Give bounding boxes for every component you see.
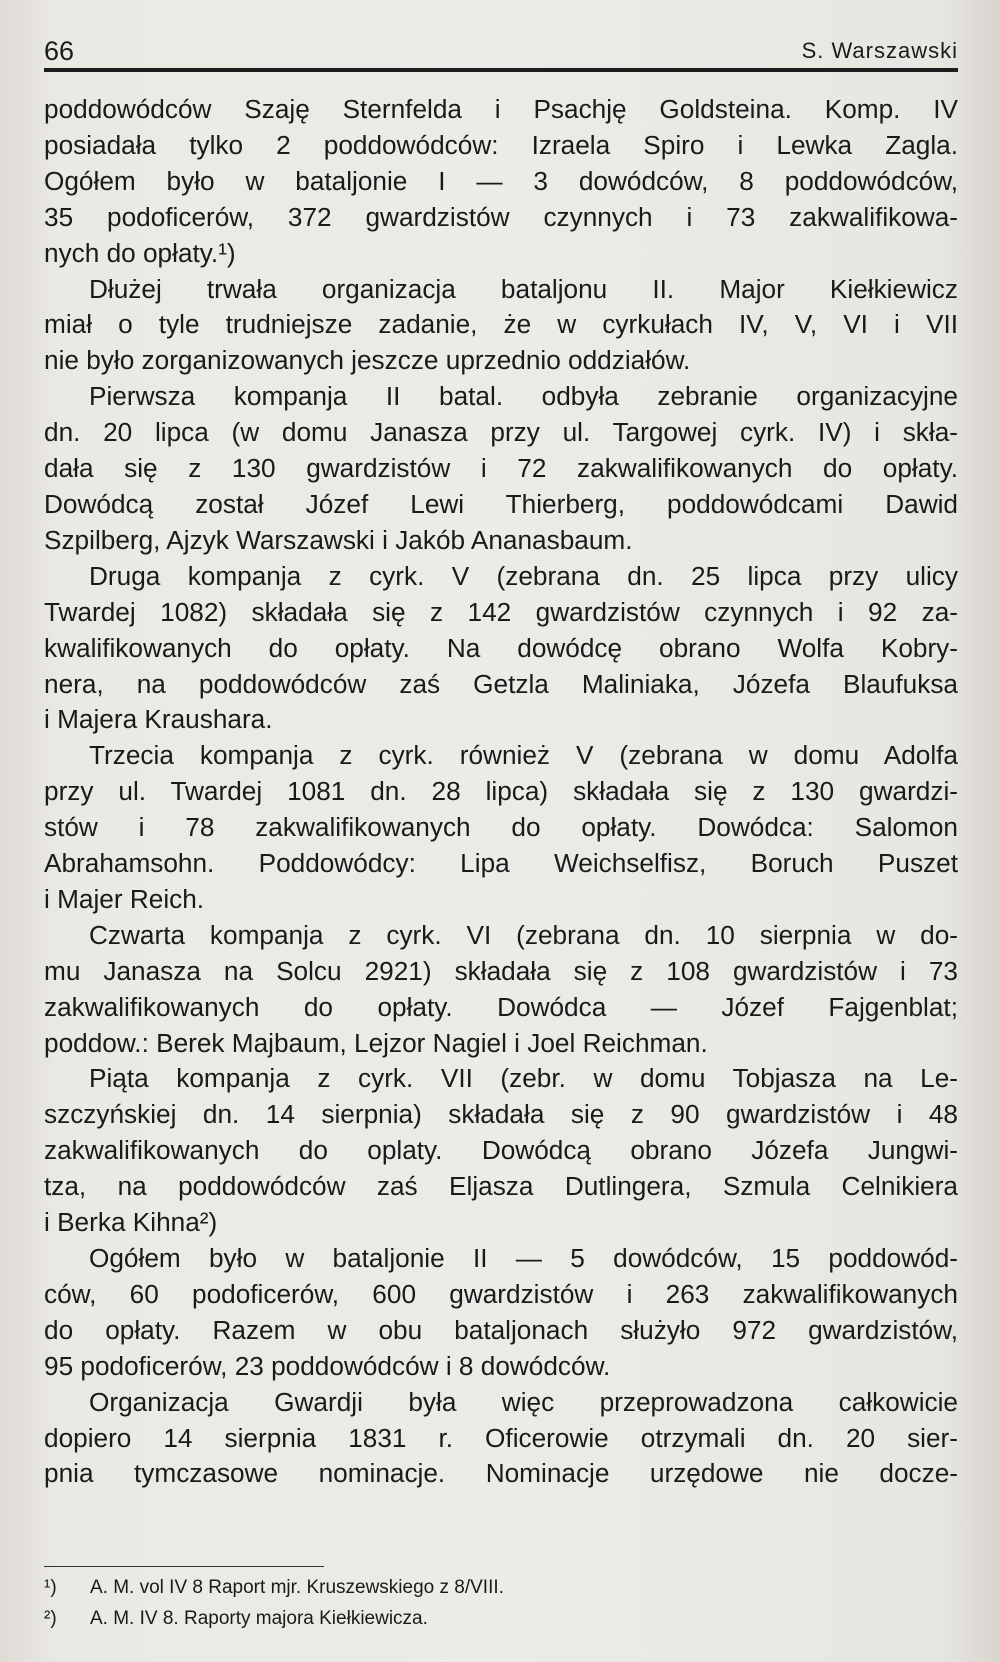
text-line: Pierwsza kompanja II batal. odbyła zebranie organizacyjne xyxy=(89,381,958,412)
text-line: nie było zorganizowanych jeszcze uprzednio oddziałów. xyxy=(44,345,691,376)
page-number: 66 xyxy=(44,36,75,66)
text-line: nera, na poddowódców zaś Getzla Maliniaka, Józefa Blaufuksa xyxy=(44,668,958,699)
text-line: posiadała tylko 2 poddowódców: Izraela Spiro i Lewka Zagla. xyxy=(44,129,958,160)
text-line: Trzecia kompanja z cyrk. również V (zebrana w domu Adolfa xyxy=(89,740,958,771)
footnote-marker: ²) xyxy=(44,1608,57,1629)
footnotes xyxy=(44,1572,958,1634)
text-line: szczyńskiej dn. 14 sierpnia) składała się z 90 gwardzistów i 48 xyxy=(44,1099,958,1130)
page-header xyxy=(44,36,958,70)
text-line: 95 podoficerów, 23 poddowódców i 8 dowódców. xyxy=(44,1350,611,1381)
footnote-text: A. M. IV 8. Raporty majora Kiełkiewicza. xyxy=(90,1608,428,1629)
text-line: Twardej 1082) składała się z 142 gwardzistów czynnych i 92 za- xyxy=(44,596,958,627)
footnote-marker: ¹) xyxy=(44,1577,57,1598)
text-line: i Majera Kraushara. xyxy=(44,704,273,735)
text-line: zakwalifikowanych do opłaty. Dowódca — Józef Fajgenblat; xyxy=(44,991,958,1022)
text-line: i Berka Kihna²) xyxy=(44,1207,218,1238)
text-line: dn. 20 lipca (w domu Janasza przy ul. Targowej cyrk. IV) i skła- xyxy=(44,417,958,448)
text-line: poddow.: Berek Majbaum, Lejzor Nagiel i Joel Reichman. xyxy=(44,1027,708,1058)
text-line: dała się z 130 gwardzistów i 72 zakwalifikowanych do opłaty. xyxy=(44,453,958,484)
text-line: Szpilberg, Ajzyk Warszawski i Jakób Ananasbaum. xyxy=(44,524,633,555)
text-line: stów i 78 zakwalifikowanych do opłaty. Dowódca: Salomon xyxy=(44,812,958,843)
running-head: S. Warszawski xyxy=(801,38,958,63)
footnote-text: A. M. vol IV 8 Raport mjr. Kruszewskiego z 8/VIII. xyxy=(90,1577,504,1598)
text-line: dopiero 14 sierpnia 1831 r. Oficerowie otrzymali dn. 20 sier- xyxy=(44,1422,958,1453)
text-line: Piąta kompanja z cyrk. VII (zebr. w domu Tobjasza na Le- xyxy=(89,1063,958,1094)
body-text xyxy=(44,92,958,1492)
text-line: tza, na poddowódców zaś Eljasza Dutlingera, Szmula Celnikiera xyxy=(44,1171,958,1202)
text-line: zakwalifikowanych do oplaty. Dowódcą obrano Józefa Jungwi- xyxy=(44,1135,958,1166)
text-line: do opłaty. Razem w obu bataljonach służyło 972 gwardzistów, xyxy=(44,1314,958,1345)
text-line: Czwarta kompanja z cyrk. VI (zebrana dn. 10 sierpnia w do- xyxy=(89,919,958,950)
footnote-rule xyxy=(44,1566,324,1567)
text-line: Druga kompanja z cyrk. V (zebrana dn. 25 lipca przy ulicy xyxy=(89,560,958,591)
footnote xyxy=(44,1572,958,1603)
text-line: nych do opłaty.¹) xyxy=(44,237,236,268)
text-line: Dowódcą został Józef Lewi Thierberg, poddowódcami Dawid xyxy=(44,488,958,519)
footnote xyxy=(44,1603,958,1634)
text-line: mu Janasza na Solcu 2921) składała się z 108 gwardzistów i 73 xyxy=(44,955,958,986)
text-line: poddowódców Szaję Sternfelda i Psachję Goldsteina. Komp. IV xyxy=(44,94,958,124)
text-line: Organizacja Gwardji była więc przeprowadzona całkowicie xyxy=(89,1386,958,1417)
text-line: kwalifikowanych do opłaty. Na dowódcę obrano Wolfa Kobry- xyxy=(44,632,958,663)
text-line: Ogółem było w bataljonie I — 3 dowódców, 8 poddowódców, xyxy=(44,165,958,196)
text-line: ców, 60 podoficerów, 600 gwardzistów i 263 zakwalifikowanych xyxy=(44,1278,958,1309)
text-line: Dłużej trwała organizacja bataljonu II. Major Kiełkiewicz xyxy=(89,273,958,304)
header-rule xyxy=(44,68,958,72)
text-line: pnia tymczasowe nominacje. Nominacje urzędowe nie docze- xyxy=(44,1458,958,1489)
text-line: Abrahamsohn. Poddowódcy: Lipa Weichselfisz, Boruch Puszet xyxy=(44,848,958,879)
text-line: i Majer Reich. xyxy=(44,883,205,914)
text-line: Ogółem było w bataljonie II — 5 dowódców, 15 poddowód- xyxy=(89,1243,958,1273)
text-line: miał o tyle trudniejsze zadanie, że w cyrkułach IV, V, VI i VII xyxy=(44,309,958,340)
text-line: przy ul. Twardej 1081 dn. 28 lipca) składała się z 130 gwardzi- xyxy=(44,776,958,807)
text-line: 35 podoficerów, 372 gwardzistów czynnych i 73 zakwalifikowa- xyxy=(44,201,958,232)
